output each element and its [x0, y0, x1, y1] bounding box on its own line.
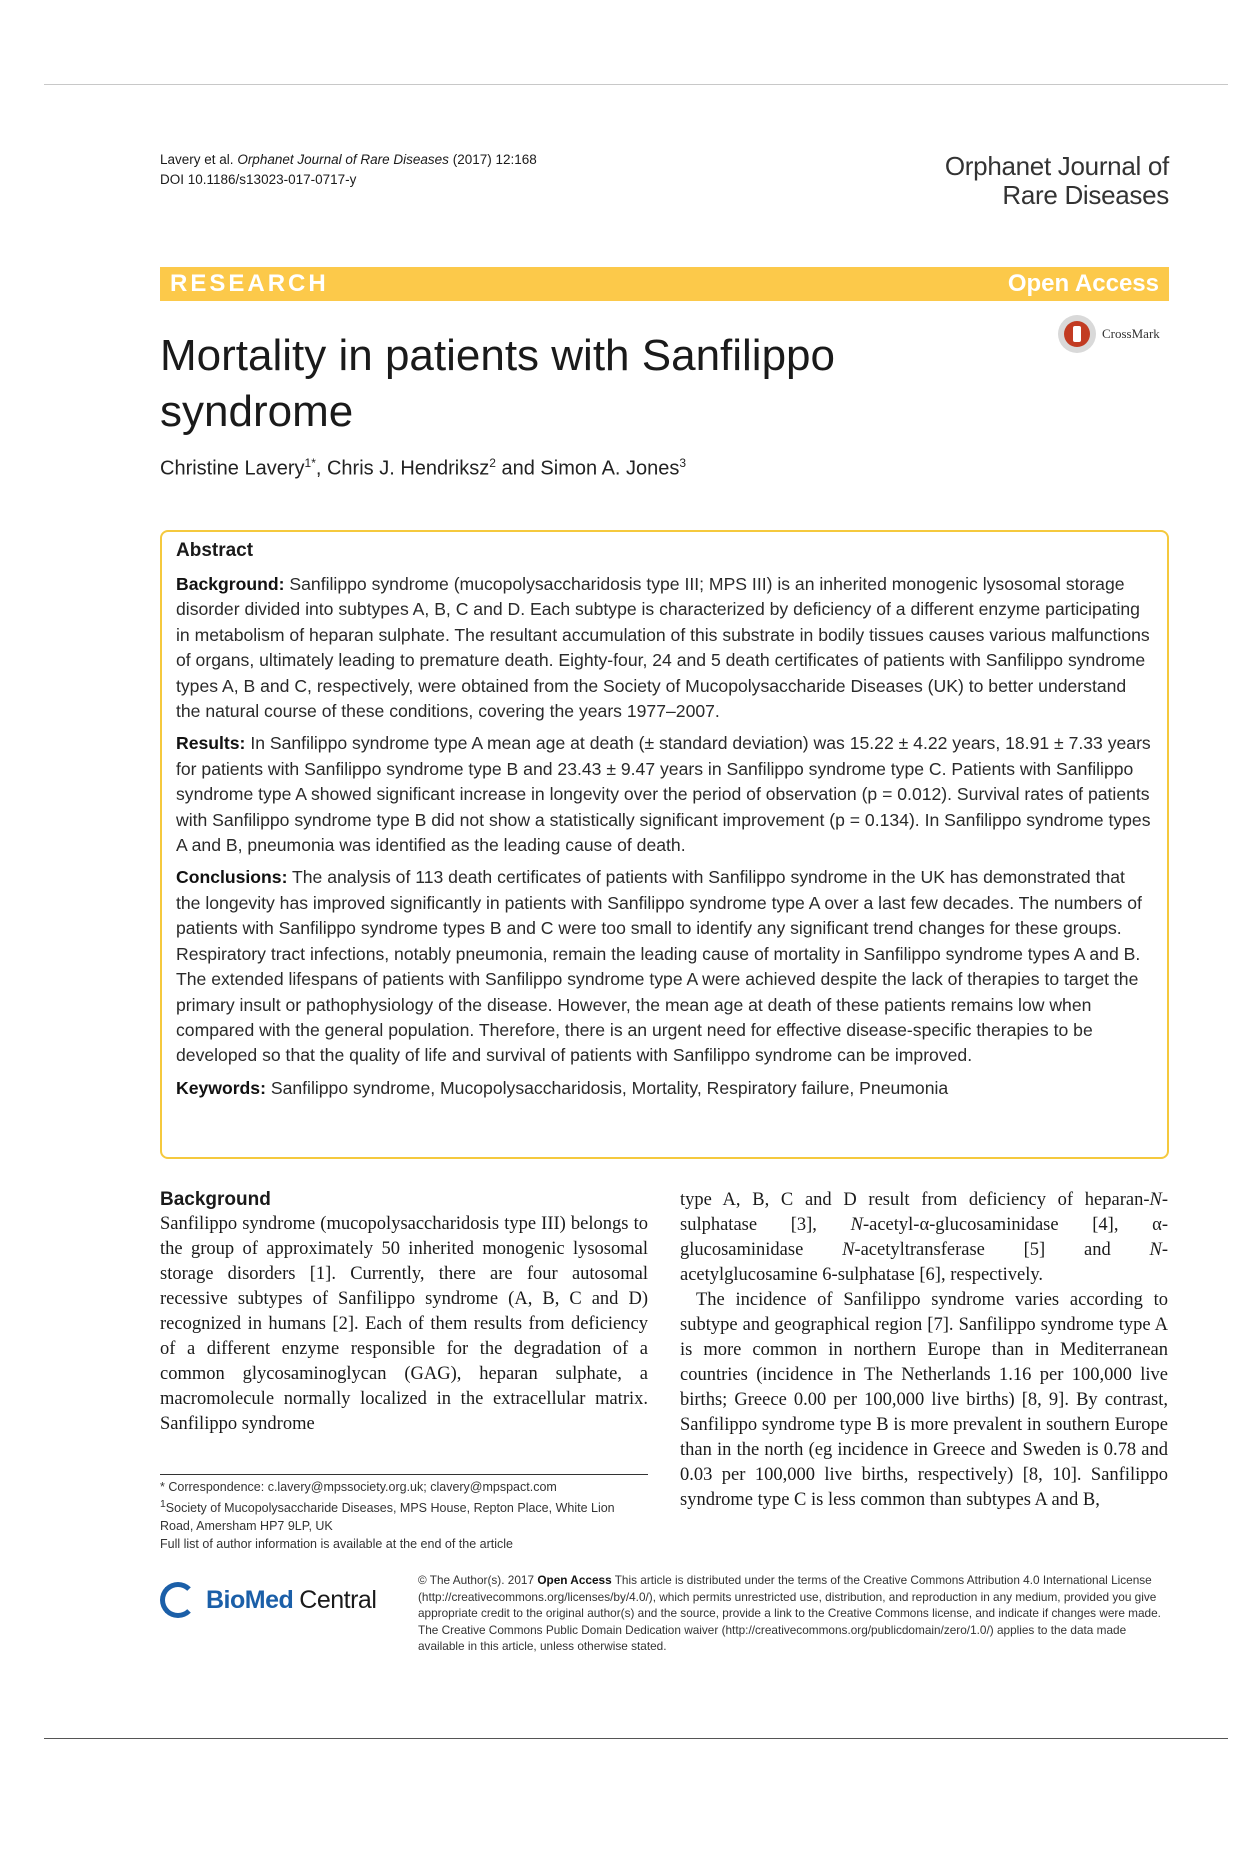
body-paragraph: The incidence of Sanfilippo syndrome varies according to subtype and geographical region [7]. Sanfilippo syndrome type A is more common in northern Europe than in Mediterranean countries (incidence in The Netherlands 1.16 per 100,000 live births; Greece 0.00 per 100,000 live births) [8, 9]. By contrast, Sanfilippo syndrome type B is more prevalent in southern Europe than in the north (eg incidence in Greece and Sweden is 0.78 and 0.03 per 100,000 live births, respectively) [8, 10]. Sanfilippo syndrome type C is less common than subtypes A and B,	[680, 1290, 1168, 1510]
body-text-run: type A, B, C and D result from deficiency of heparan-	[680, 1190, 1150, 1210]
author-info-note: Full list of author information is available at the end of the article	[160, 1537, 513, 1552]
doi[interactable]: DOI 10.1186/s13023-017-0717-y	[160, 172, 357, 187]
license-copyright: © The Author(s). 2017	[418, 1573, 535, 1587]
italic-n: N	[842, 1240, 855, 1260]
article-type-banner	[160, 267, 1169, 301]
citation-block	[160, 150, 537, 190]
author-and: and	[495, 457, 541, 480]
body-text-run: -sulphatase [3],	[680, 1190, 1168, 1235]
logo-word-biomed: BioMed	[206, 1585, 294, 1614]
abstract-conclusions-text: The analysis of 113 death certificates of patients with Sanfilippo syndrome in the UK has demonstrated that the longevity has improved significantly in patients with Sanfilippo syndrome type A over a last few decades. The numbers of patients with Sanfilippo syndrome types B and C were too small to identify any significant trend changes for these groups. Respiratory tract infections, notably pneumonia, remain the leading cause of mortality in Sanfilippo syndrome types A and B. The extended lifespans of patients with Sanfilippo syndrome type A were achieved despite the lack of therapies to target the primary insult or pathophysiology of the disease. However, the mean age at death of these patients remains low when compared with the general population. Therefore, there is an urgent need for effective disease-specific therapies to be developed so that the quality of life and survival of patients with Sanfilippo syndrome can be improved.	[176, 867, 1142, 1066]
page-top-rule	[44, 84, 1228, 85]
journal-title-line1: Orphanet Journal of	[944, 151, 1169, 181]
abstract-keywords-label: Keywords:	[176, 1077, 266, 1098]
citation-line	[160, 150, 537, 170]
italic-n: N	[1149, 1240, 1162, 1260]
abstract-results	[176, 731, 1153, 858]
author-affiliation-mark: 2	[489, 456, 496, 470]
author-separator: ,	[315, 457, 327, 480]
section-heading-background: Background	[160, 1189, 271, 1210]
italic-n: N	[1149, 1190, 1162, 1210]
author-affiliation-mark: 1*	[304, 456, 316, 470]
body-column-left	[160, 1188, 648, 1437]
abstract-background-label: Background:	[176, 574, 285, 594]
biomed-central-logo[interactable]	[160, 1582, 376, 1618]
author-name[interactable]: Christine Lavery	[160, 457, 305, 480]
license-statement	[418, 1572, 1168, 1655]
article-type-label: RESEARCH	[170, 270, 329, 297]
author-affiliation-mark: 3	[679, 456, 687, 470]
license-open-access: Open Access	[537, 1573, 612, 1587]
logo-word-central: Central	[299, 1585, 377, 1614]
body-text-run: -acetyl-α-glucosaminidase [4], α-glucosaminidase	[680, 1215, 1168, 1260]
author-name[interactable]: Simon A. Jones	[540, 457, 680, 480]
open-access-label: Open Access	[1007, 270, 1159, 297]
body-text-run: -acetylglucosamine 6-sulphatase [6], respectively.	[680, 1240, 1168, 1285]
author-list	[160, 456, 686, 481]
abstract-conclusions-label: Conclusions:	[176, 867, 288, 888]
abstract-background-text: Sanfilippo syndrome (mucopolysaccharidosis type III; MPS III) is an inherited monogenic lysosomal storage disorder divided into subtypes A, B, C and D. Each subtype is characterized by deficiency of a different enzyme participating in metabolism of heparan sulphate. The resultant accumulation of this substrate in bodily tissues causes various malfunctions of organs, ultimately leading to premature death. Eighty-four, 24 and 5 death certificates of patients with Sanfilippo syndrome types A, B and C, respectively, were obtained from the Society of Mucopolysaccharide Diseases (UK) to better understand the natural course of these conditions, covering the years 1977–2007.	[176, 574, 1150, 722]
abstract-keywords-text: Sanfilippo syndrome, Mucopolysaccharidosis, Mortality, Respiratory failure, Pneumonia	[270, 1077, 949, 1098]
body-paragraph: Sanfilippo syndrome (mucopolysaccharidosis type III) belongs to the group of approximately 50 inherited monogenic lysosomal storage disorders [1]. Currently, there are four autosomal recessive subtypes of Sanfilippo syndrome (A, B, C and D) recognized in humans [2]. Each of them results from deficiency of a different enzyme responsible for the degradation of a common glycosaminoglycan (GAG), heparan sulphate, a macromolecule normally localized in the extracellular matrix. Sanfilippo syndrome	[160, 1214, 648, 1434]
body-paragraph	[680, 1188, 1168, 1288]
abstract-results-label: Results:	[176, 733, 246, 754]
footnotes	[160, 1478, 648, 1553]
affiliation-text: Society of Mucopolysaccharide Diseases, MPS House, Repton Place, White Lion Road, Amersham HP7 9LP, UK	[160, 1501, 615, 1534]
abstract-results-text: In Sanfilippo syndrome type A mean age at death (± standard deviation) was 15.22 ± 4.22 years, 18.91 ± 7.33 years for patients with Sanfilippo syndrome type B and 23.43 ± 9.47 years in Sanfilippo syndrome type C. Patients with Sanfilippo syndrome type A showed significant increase in longevity over the period of observation (p = 0.012). Survival rates of patients with Sanfilippo syndrome type B did not show a statistically significant improvement (p = 0.134). In Sanfilippo syndrome types A and B, pneumonia was identified as the leading cause of death.	[176, 733, 1151, 856]
abstract-box	[160, 530, 1169, 1159]
body-text-run: -acetyltransferase [5] and	[854, 1240, 1150, 1260]
affiliation-note	[160, 1496, 648, 1535]
article-title: Mortality in patients with Sanfilippo syndrome	[160, 331, 835, 436]
biomed-central-logo-icon	[160, 1582, 196, 1618]
correspondence-note[interactable]: * Correspondence: c.lavery@mpssociety.org.uk; clavery@mpspact.com	[160, 1480, 557, 1494]
abstract-background	[176, 572, 1153, 724]
journal-title	[945, 152, 1169, 210]
abstract-keywords	[176, 1076, 1153, 1101]
citation-authors: Lavery et al.	[160, 152, 234, 167]
journal-title-line2: Rare Diseases	[1002, 180, 1169, 210]
citation-year-volume: (2017) 12:168	[452, 152, 537, 167]
citation-journal[interactable]: Orphanet Journal of Rare Diseases	[237, 152, 449, 167]
crossmark-button[interactable]	[1058, 315, 1160, 353]
crossmark-label: CrossMark	[1102, 326, 1160, 341]
abstract-heading: Abstract	[176, 540, 254, 561]
author-name[interactable]: Chris J. Hendriksz	[326, 457, 490, 480]
abstract-conclusions	[176, 865, 1153, 1068]
italic-n: N	[850, 1215, 863, 1235]
footnote-rule	[160, 1474, 648, 1475]
license-text: This article is distributed under the terms of the Creative Commons Attribution 4.0 International License (http://creativecommons.org/licenses/by/4.0/), which permits unrestricted use, distribution, and reproduction in any medium, provided you give appropriate credit to the original author(s) and the source, provide a link to the Creative Commons license, and indicate if changes were made. The Creative Commons Public Domain Dedication waiver (http://creativecommons.org/publicdomain/zero/1.0/) applies to the data made available in this article, unless otherwise stated.	[418, 1573, 1161, 1654]
affiliation-mark: 1	[160, 1499, 166, 1510]
crossmark-icon	[1058, 315, 1096, 353]
page-bottom-rule	[44, 1738, 1228, 1739]
body-column-right	[680, 1188, 1168, 1513]
